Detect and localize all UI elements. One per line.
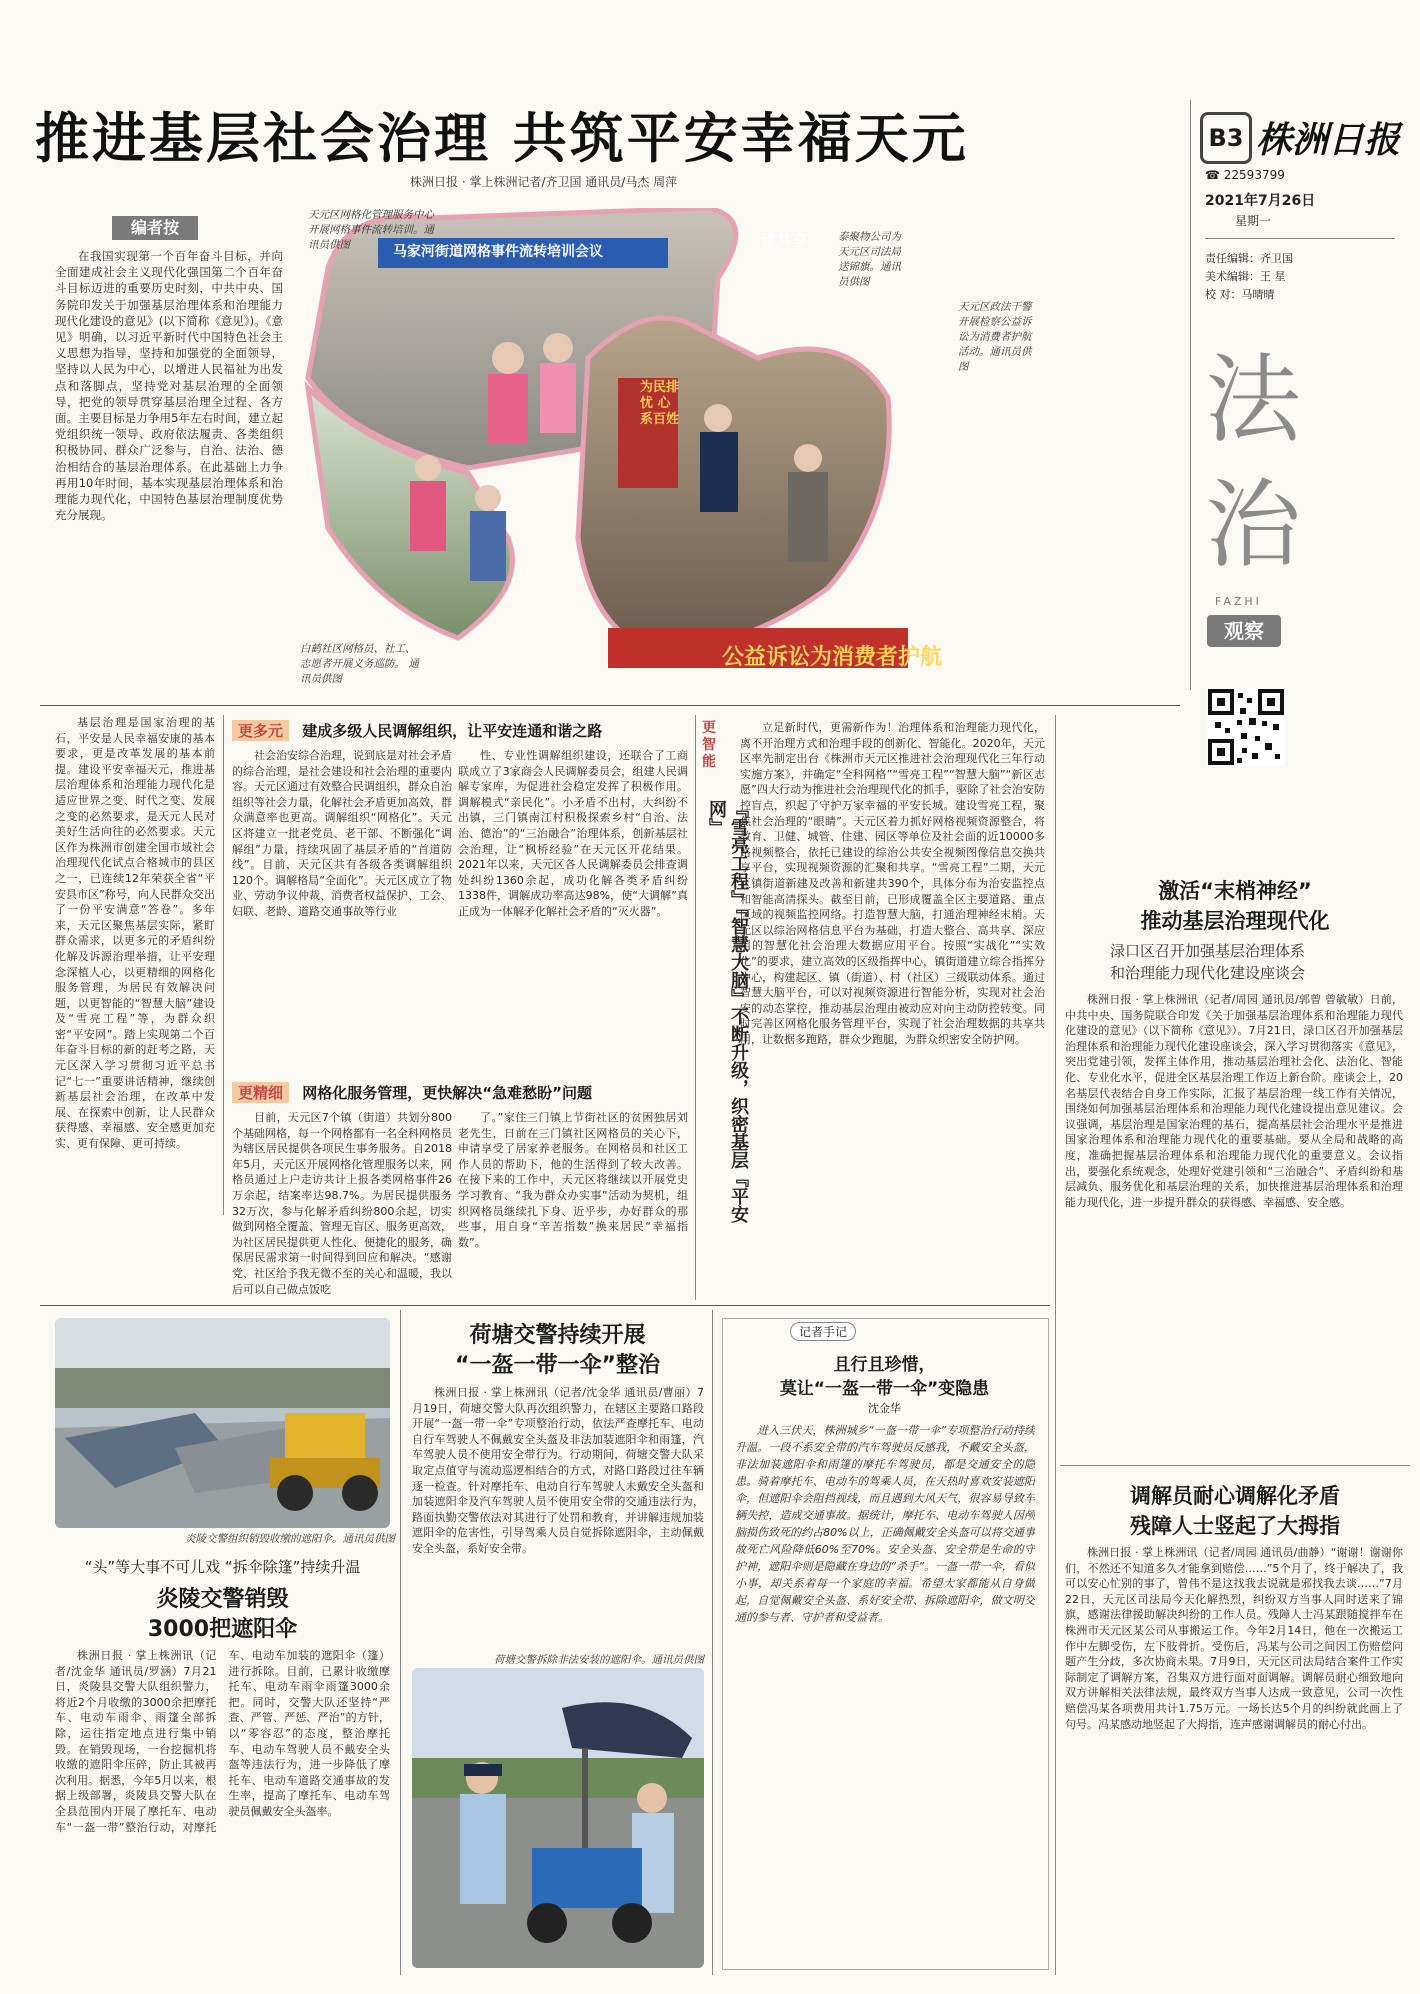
photo-police-removing-umbrella <box>412 1668 704 1968</box>
lotus-title-1: 荷塘交警持续开展 <box>469 1323 646 1348</box>
column-rule <box>400 1310 401 1975</box>
yanling-text: 株洲日报 · 掌上株洲讯（记者/沈金华 通讯员/罗涵）7月21日，炎陵县交警大队组织警力，将近2个月收缴的3000余把摩托车、电动车雨伞、雨篷全部拆除，运往指定地点进行集中销毁。在销毁现场，一台挖掘机将收缴的遮阳伞压碎，防止其被再次利用。据悉，今年5月以来，根据上级部署，炎陵县交警大队在全县范围内开展了摩托车、电动车“一盔一带”整治行动，对摩托车、电动车加装的遮阳伞（篷）进行拆除。目前，已累计收缴摩托车、电动车雨伞雨篷3000余把。同时，交警大队还坚持“严查、严管、严惩、严治”的方针，以“零容忍”的态度，整治摩托车、电动车驾驶人员不戴安全头盔等违法行为，进一步降低了摩托车、电动车道路交通事故的发生率，提高了摩托车、电动车驾驶员佩戴安全头盔率。 <box>55 1649 390 1834</box>
photo-caption-2: 泰聚物公司为天元区司法局送锦旗。通讯员供图 <box>838 231 901 288</box>
page-headline: 推进基层社会治理 共筑平安幸福天元 <box>35 107 969 170</box>
proofreader-credit: 校 对：马晴晴 <box>1205 288 1275 301</box>
right-article-1-title-2: 推动基层治理现代化 <box>1140 909 1330 933</box>
paper-name: 株洲日报 <box>1256 119 1401 161</box>
sub-heading-2-tag: 更精细 <box>232 1082 289 1103</box>
yanling-kicker: “头”等大事不可儿戏 “拆伞除篷”持续升温 <box>84 1558 361 1576</box>
hotline: ☎ 22593799 <box>1205 168 1285 182</box>
photo-caption-3: 天元区政法干警开展检察公益诉讼为消费者护航活动。通讯员供图 <box>958 301 1032 373</box>
sub-heading-2 <box>232 1082 682 1103</box>
editor-note-text: 在我国实现第一个百年奋斗目标，并向全面建成社会主义现代化强国第二个百年奋斗目标迈进的重要历史时刻，中共中央、国务院印发关于加强基层治理体系和治理能力现代化建设的意见》(以下简称《意见》)。《意见》明确，以习近平新时代中国特色社会主义思想为指导，坚持和加强党的全面领导，坚持以人民为中心，以增进人民福祉为出发点和落脚点，坚持党对基层治理的全面领导，把党的领导贯穿基层治理全过程、各方面。主要目标是力争用5年左右时间，建立起党组织统一领导、政府依法履责、各类组织积极协同、群众广泛参与，自治、法治、德治相结合的基层治理体系。在此基础上力争再用10年时间，基本实现基层治理体系和治理能力现代化，中国特色基层治理制度优势充分展现。 <box>55 249 283 523</box>
photo-red-banner-text: 公益诉讼为消费者护航 <box>722 645 943 670</box>
right-article-1-text: 株洲日报 · 掌上株洲讯（记者/周园 通讯员/郭曾 曾敏敏）日前，中共中央、国务院联合印发《关于加强基层治理体系和治理能力现代化建设的意见》（以下简称《意见》）。7月21日，渌口区召开加强基层治理体系和治理能力现代化建设座谈会，深入学习贯彻落实《意见》，突出党建引领，发挥主体作用，推动基层治理社会化、法治化、智能化、专业化水平，促进全区基层治理工作迈上新台阶。座谈会上，20名基层代表结合自身工作实际，汇报了基层治理一线工作有关情况，围绕如何加强基层治理体系和治理能力现代化建设提出意见建议。会议强调，基层治理是国家治理的基石，提高基层社会治理水平是推进国家治理体系和治理能力现代化的重要基础。要从全局和战略的高度，准确把握基层治理体系和治理能力现代化的重要意义。会议指出，要强化系统观念，处理好党建引领和“三治融合”、矛盾纠纷和基层减负、服务优化和基层治理的关系，加快推进基层治理体系和治理能力现代化，进一步提升群众的获得感、幸福感、安全感。 <box>1065 993 1403 1209</box>
column-rule <box>695 715 696 1300</box>
sub3-column: 立足新时代，更需新作为！治理体系和治理能力现代化，离不开治理方式和治理手段的创新化、智能化。2020年，天元区率先制定出台《株洲市天元区推进社会治理现代化三年行动实施方案》，并确定“全科网格”“雪亮工程”“智慧大脑”“新区志愿”四大行动为推进社会治理现代化的抓手，驱除了社会治安防控盲点，织起了守护万家幸福的平安长城。建设雪亮工程，聚焦社会治理的“眼睛”。天元区着力抓好网格视频资源整合，将教育、卫健、城管、住建、园区等单位及社会面的近10000多路视频整合，依托已建设的综治公共安全视频图像信息交换共享平台，实现视频资源的汇聚和共享。“雪亮工程”二期，天元区镇街道新建及改善和新建共390个，具体分布为治安监控点和智能高清探头。截至目前，已形成覆盖全区主要道路、重点区域的视频监控网络。打造智慧大脑，打通治理神经末梢。天元区以综治网格信息平台为基础，打造大整合、高共享、深应用的智慧化社会治理大数据应用平台。按照“实战化”“实效化”的要求，建立高效的区级指挥中心，镇街道建立综合指挥分中心，构建起区、镇（街道）、村（社区）三级联动体系。通过智慧大脑平台，可以对视频资源进行智能分析，实现对社会治安的动态掌控，推动基层治理由被动应对向主动防控转变。同时完善区网格化服务管理平台，实现了社会治理数据的共享共用，让数据多跑路，群众少跑腿，为群众织密安全防护网。 <box>740 721 1045 1046</box>
right-article-1-subtitle-1: 渌口区召开加强基层治理体系 <box>1110 942 1306 960</box>
column-rule <box>712 1310 713 1975</box>
right-article-2-title-1: 调解员耐心调解化矛盾 <box>1130 1484 1340 1508</box>
commentary-author: 沈金华 <box>868 1402 901 1415</box>
sub1-column-b: 性、专业性调解组织建设，还联合了工商联成立了3家商会人民调解委员会，组建人民调解专家库，为促进社会稳定发挥了积极作用。调解模式“亲民化”。小矛盾不出村，大纠纷不出镇，三门镇南江村积极探索乡村“自治、法治、德治”的“三治融合”治理体系，创新基层社会治理，让“枫桥经验”在天元区开花结果。2021年以来，天元区各人民调解委员会排查调处纠纷1360余起，成功化解各类矛盾纠纷1338件，调解成功率高达98%，使“大调解”真正成为一体解矛化解社会矛盾的“灭火器”。 <box>458 749 688 918</box>
column-rule <box>223 715 224 1215</box>
right-article-1-title-1: 激活“末梢神经” <box>1158 879 1312 903</box>
sub-heading-1-tag: 更多元 <box>232 720 289 741</box>
lotus-title-2: “一盔一带一伞”整治 <box>455 1353 660 1378</box>
editor-note-tag: 编者按 <box>112 216 198 240</box>
masthead-rule <box>1205 238 1395 239</box>
photo-wall-text: 建共享 <box>760 231 809 250</box>
sub-heading-1-title: 建成多级人民调解组织，让平安连通和谐之路 <box>302 722 603 740</box>
issue-date: 2021年7月26日 <box>1205 193 1316 209</box>
phone-icon: ☎ <box>1205 168 1220 182</box>
sub2-column-b: 了。”家住三门镇上节街社区的贫困独居刘老先生，日前在三门镇社区网格员的关心下，申请享受了居家养老服务。在网格员和社区工作人员的帮助下，他的生活得到了较大改善。在接下来的工作中，天元区将继续以开展党史学习教育、“我为群众办实事”活动为契机，组织网格员继续扎下身、近乎步，办好群众的那些事，用自身“辛苦指数”换来居民“幸福指数”。 <box>458 1111 688 1249</box>
commentary-text: 进入三伏天，株洲城乡“一盔一带一伞”专项整治行动持续升温。一段不系安全带的汽车驾驶员反感我，不戴安全头盔，非法加装遮阳伞和雨篷的摩托车驾驶员，都是交通安全的隐患。骑着摩托车、电动车的驾乘人员，在天热时喜欢安装遮阳伞，但遮阳伞会阻挡视线，而且遇到大风天气，很容易导致车辆失控，造成交通事故。据统计，摩托车、电动车驾驶人因颅脑损伤致死的约占80%以上，正确佩戴安全头盔可以将交通事故死亡风险降低60%至70%。安全头盔、安全带是生命的守护神，遮阳伞则是隐藏在身边的“杀手”。一盔一带一伞，看似小事，却关系着每一个家庭的幸福。希望大家都能从自身做起，自觉佩戴安全头盔、系好安全带、拆除遮阳伞，做文明交通的参与者、守护者和受益者。 <box>735 1424 1035 1624</box>
headline-byline: 株洲日报 · 掌上株洲记者/齐卫国 通讯员/马杰 周萍 <box>410 175 678 189</box>
commentary-title-1: 且行且珍惜， <box>833 1355 936 1375</box>
photo-umbrella-destruction <box>55 1318 390 1528</box>
photo-banner-text: 马家河街道网格事件流转培训会议 <box>393 244 603 260</box>
photo-caption-yanling: 炎陵交警组织销毁收缴的遮阳伞。通讯员供图 <box>185 1533 395 1545</box>
issue-weekday: 星期一 <box>1235 214 1272 228</box>
sub-heading-2-title: 网格化服务管理，更快解决“急难愁盼”问题 <box>302 1084 592 1102</box>
photo-caption-1: 天元区网格化管理服务中心开展网格事件流转培训。通讯员供图 <box>308 209 434 251</box>
yanling-title-2: 3000把遮阳伞 <box>147 1617 298 1642</box>
photo-flag-text: 为民排忧 心系百姓 <box>640 380 680 427</box>
masthead-divider <box>1190 100 1191 690</box>
photo-collage <box>288 208 908 678</box>
sub-heading-1 <box>232 720 682 741</box>
right-article-1-subtitle-2: 和治理能力现代化建设座谈会 <box>1110 964 1306 982</box>
commentary-tag: 记者手记 <box>790 1322 856 1341</box>
page-code-badge: B3 <box>1200 112 1252 164</box>
right-article-2-title-2: 残障人士竖起了大拇指 <box>1130 1514 1340 1538</box>
section-divider <box>1060 1465 1410 1466</box>
section-pinyin: FAZHI <box>1215 595 1262 608</box>
section-divider <box>40 1305 1050 1306</box>
qr-code-icon[interactable] <box>1207 688 1285 766</box>
sub-heading-3-title: 『雪亮工程』『智慧大脑』不断升级，织密基层『平安网』 <box>706 800 749 1223</box>
photo-caption-4: 白鹤社区网格员、社工、志愿者开展义务巡防。 通讯员供图 <box>300 643 419 685</box>
column-rule <box>1055 715 1056 1975</box>
section-char-zhi: 治 <box>1205 469 1301 581</box>
editor-credit: 责任编辑：齐卫国 <box>1205 252 1293 265</box>
sub-heading-3-tag: 更智能 <box>702 720 716 770</box>
photo-caption-lotus: 荷塘交警拆除非法安装的遮阳伞。通讯员供图 <box>494 1654 704 1666</box>
art-editor-credit: 美术编辑：王 星 <box>1205 270 1286 283</box>
sub1-column-a: 社会治安综合治理，说到底是对社会矛盾的综合治理，是社会建设和社会治理的重要内容。天元区通过有效整合民调组织，群众自治组织等社会力量，化解社会矛盾更加高效，群众满意率也更高。调解组织“网格化”。天元区将建立一批老党员、老干部、不断强化“调解组”力量，持续巩固了基层矛盾的“首道防线”。目前，天元区共有各级各类调解组织120个。调解格局“全面化”。天元区成立了物业、劳动争议仲裁、消费者权益保护、工会、妇联、老龄、道路交通事故等行业 <box>232 749 452 918</box>
main-article-col-1: 基层治理是国家治理的基石，平安是人民幸福安康的基本要求，更是改革发展的基本前提。建设平安幸福天元，推进基层治理体系和治理能力现代化是适应世界之变、时代之变、发展之变的必然要求，是天元人民对美好生活向往的必然要求。天元区作为株洲市创建全国市域社会治理现代化试点合格城市的县区之一，已连续12年荣获全省“平安县市区”称号，向人民群众交出了一份平安满意“答卷”。多年来，天元区聚焦基层实际，紧盯群众需求，以更多元的矛盾纠纷化解及诉源治理举措，让平安理念深植人心，以更精细的网格化服务管理，为居民有效解决问题，以更智能的“智慧大脑”建设及“雪亮工程”等，为群众织密“平安网”。踏上实现第二个百年奋斗目标的新的赶考之路，天元区深入学习贯彻习近平总书记“七一”重要讲话精神，继续创新基层社会治理，在改革中发展、在探索中创新，让人民群众获得感、幸福感、安全感更加充实、更有保障、更可持续。 <box>55 716 215 1151</box>
section-divider-top <box>40 705 1180 706</box>
commentary-title-2: 莫让“一盔一带一伞”变隐患 <box>779 1379 990 1399</box>
yanling-title-1: 炎陵交警销毁 <box>156 1587 289 1612</box>
section-char-fa: 法 <box>1205 344 1301 456</box>
lotus-text: 株洲日报 · 掌上株洲讯（记者/沈金华 通讯员/曹丽）7月19日，荷塘交警大队再次组织警力，在辖区主要路口路段开展“一盔一带一伞”专项整治行动，依法严查摩托车、电动自行车驾驶人不佩戴安全头盔及非法加装遮阳伞和雨篷，汽车驾驶人员不使用安全带行为。行动期间，荷塘交警大队采取定点值守与流动巡逻相结合的方式，对路口路段过往车辆逐一检查。针对摩托车、电动自行车驾驶人未戴安全头盔和加装遮阳伞及汽车驾驶人员不使用安全带的交通违法行为，路面执勤交警依法对其进行了处罚和教育，并讲解违规加装遮阳伞的危害性，引导驾乘人员自觉拆除遮阳伞，主动佩戴安全头盔，系好安全带。 <box>412 1386 704 1555</box>
right-article-2-text: 株洲日报 · 掌上株洲讯（记者/周园 通讯员/曲静）“谢谢！谢谢你们，不然还不知道多久才能拿到赔偿……”5个月了，终于解决了，我可以安心忙别的事了，曾伟不是这找我去说就是邪找我去谈……”7月22日，天元区司法局今天化解热烈，纠纷双方当事人同时送来了锦旗，感谢法律援助解决纠纷的工作人员。残障人士冯某跟随搅拌车在株洲市天元区某公司从事搬运工作。今年2月14日，他在一次搬运工作中左脚受伤，左下肢骨折。受伤后，冯某与公司之间因工伤赔偿问题产生分歧，多次协商未果。7月9日，天元区司法局结合案件工作实际制定了调解方案，召集双方进行面对面调解。调解员耐心细致地向双方讲解相关法律法规，最终双方当事人达成一致意见，公司一次性赔偿冯某各项费用共计1.75万元。一场长达5个月的纠纷就此画上了句号。冯某感动地竖起了大拇指，连声感谢调解员的耐心付出。 <box>1065 1546 1403 1731</box>
sub2-column-a: 目前，天元区7个镇（街道）共划分800个基础网格，每一个网格都有一名全科网格员为辖区居民提供各项民生事务服务。自2018年5月，天元区开展网格化管理服务以来，网格员通过上户走访共计上报各类网格事件26万余起，结案率达98.7%。为居民提供服务32万次，参与化解矛盾纠纷800余起，切实做到网格全覆盖、管理无盲区、服务更高效，为社区居民提供更人性化、便捷化的服务，确保居民需求第一时间得到回应和解决。“感谢党、社区给予我无微不至的关心和温暖，我以后可以自己做点饭吃 <box>232 1111 452 1296</box>
section-tag: 观察 <box>1207 615 1281 647</box>
